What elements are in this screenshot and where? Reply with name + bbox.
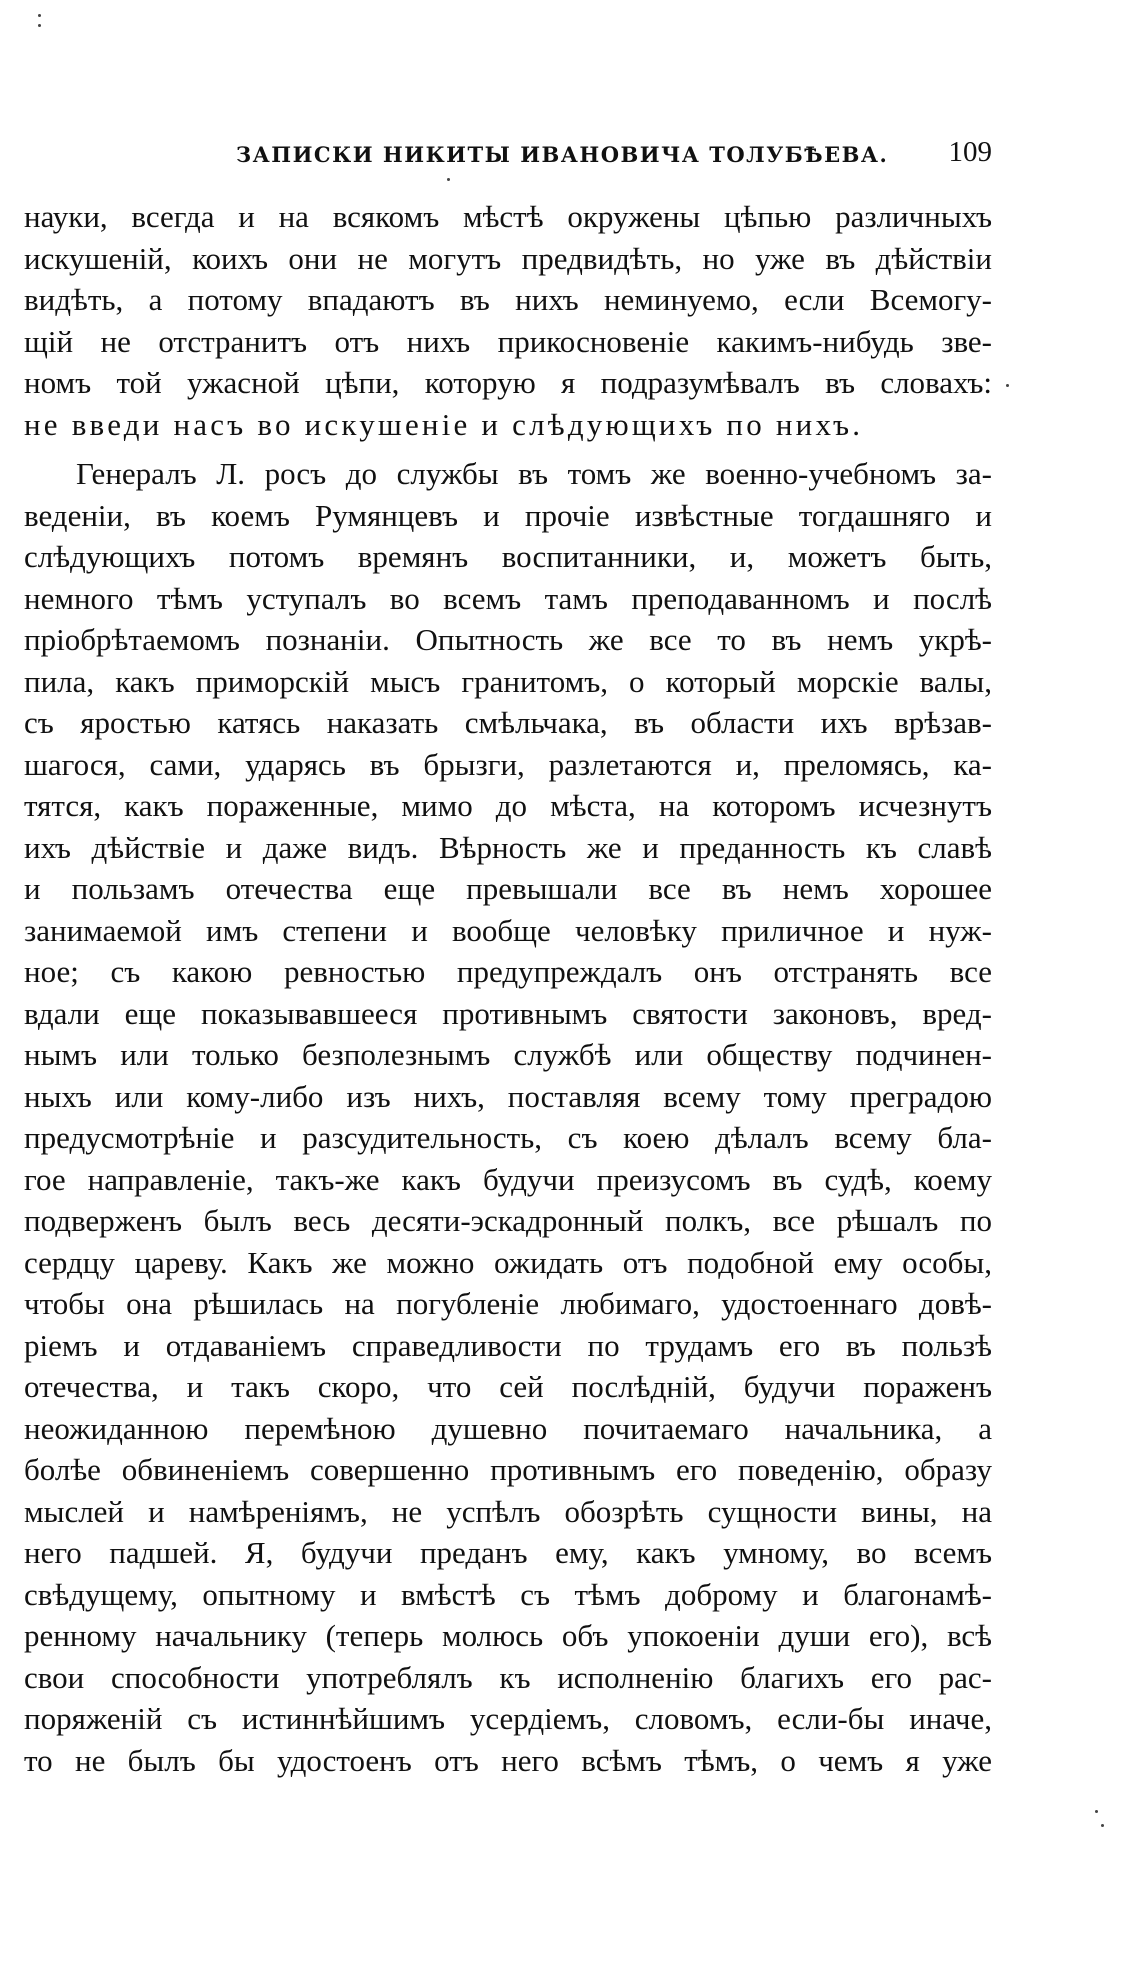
text-line: тятся, какъ пораженные, мимо до мѣста, на которомъ исчезнутъ <box>24 788 992 823</box>
text-line: немного тѣмъ уступалъ во всемъ тамъ преподаванномъ и послѣ <box>24 580 992 616</box>
scan-speck <box>38 14 41 17</box>
text-line: ренному начальнику (теперь молюсь объ упокоеніи души его), всѣ <box>24 1618 992 1653</box>
text-line: нымъ или только безполезнымъ службѣ или обществу подчинен- <box>24 1037 992 1072</box>
running-header <box>24 136 992 176</box>
paragraph-2 <box>24 453 992 1781</box>
text-line: науки, всегда и на всякомъ мѣстѣ окружены цѣпью различныхъ <box>24 199 992 234</box>
text-line: подверженъ былъ весь десяти-эскадронный полкъ, все рѣшалъ по <box>24 1203 992 1238</box>
text-line: слѣдующихъ потомъ времянъ воспитанники, и, можетъ быть, <box>24 539 992 574</box>
text-line: занимаемой имъ степени и вообще человѣку приличное и нуж- <box>24 912 992 948</box>
text-line: неожиданною перемѣною душевно почитаемаго начальника, а <box>24 1410 992 1446</box>
text-line: ихъ дѣйствіе и даже видъ. Вѣрность же и преданность къ славѣ <box>24 829 992 865</box>
text-line-emphasized: не введи насъ во искушеніе и слѣдующихъ по нихъ. <box>24 406 864 442</box>
text-line: поряженій съ истиннѣйшимъ усердіемъ, словомъ, если-бы иначе, <box>24 1701 992 1736</box>
text-line-indented: Генералъ Л. росъ до службы въ томъ же военно-учебномъ за- <box>76 456 992 491</box>
scan-speck <box>1006 384 1009 387</box>
text-line: пила, какъ приморскій мысъ гранитомъ, о который морскіе валы, <box>24 663 992 699</box>
text-line: щій не отстранитъ отъ нихъ прикосновеніе какимъ-нибудь зве- <box>24 323 992 359</box>
text-line: номъ той ужасной цѣпи, которую я подразумѣвалъ въ словахъ: <box>24 365 992 400</box>
text-line: чтобы она рѣшилась на погубленіе любимаго, удостоеннаго довѣ- <box>24 1286 992 1321</box>
text-line: ныхъ или кому-либо изъ нихъ, поставляя всему тому преградою <box>24 1078 992 1114</box>
text-line: и пользамъ отечества еще превышали все въ немъ хорошее <box>24 871 992 906</box>
text-line: искушеній, коихъ они не могутъ предвидѣть, но уже въ дѣйствіи <box>24 240 992 276</box>
text-line: шагося, сами, ударясь въ брызги, разлетаются и, преломясь, ка- <box>24 746 992 782</box>
page-number: 109 <box>948 136 992 168</box>
paragraph-gap <box>24 445 992 453</box>
text-line: мыслей и намѣреніямъ, не успѣлъ обозрѣть сущности вины, на <box>24 1493 992 1529</box>
text-line: видѣть, а потому впадаютъ въ нихъ неминуемо, если Всемогу- <box>24 282 992 317</box>
text-line: пріобрѣтаемомъ познаніи. Опытность же все то въ немъ укрѣ- <box>24 622 992 657</box>
text-line: болѣе обвиненіемъ совершенно противнымъ его поведенію, образу <box>24 1452 992 1487</box>
text-line: гое направленіе, такъ-же какъ будучи преизусомъ въ судѣ, коему <box>24 1161 992 1197</box>
scan-speck <box>1101 1824 1104 1827</box>
text-line: него падшей. Я, будучи преданъ ему, какъ умному, во всемъ <box>24 1535 992 1570</box>
text-line: вдали еще показывавшееся противнымъ святости законовъ, вред- <box>24 995 992 1031</box>
text-line: сердцу цареву. Какъ же можно ожидать отъ подобной ему особы, <box>24 1244 992 1280</box>
text-line: предусмотрѣніе и разсудительность, съ коею дѣлалъ всему бла- <box>24 1120 992 1155</box>
text-line: съ яростью катясь наказать смѣльчака, въ области ихъ врѣзав- <box>24 705 992 740</box>
scan-speck <box>447 178 450 181</box>
text-line: свои способности употреблялъ къ исполненію благихъ его рас- <box>24 1659 992 1695</box>
text-line: ное; съ какою ревностью предупреждалъ онъ отстранять все <box>24 954 992 989</box>
text-line: свѣдущему, опытному и вмѣстѣ съ тѣмъ доброму и благонамѣ- <box>24 1576 992 1612</box>
text-line: отечества, и такъ скоро, что сей послѣдній, будучи пораженъ <box>24 1369 992 1404</box>
text-line: веденіи, въ коемъ Румянцевъ и прочіе извѣстные тогдашняго и <box>24 497 992 533</box>
paragraph-1 <box>24 196 992 445</box>
scan-speck <box>1095 1810 1098 1813</box>
text-line: то не былъ бы удостоенъ отъ него всѣмъ тѣмъ, о чемъ я уже <box>24 1742 992 1778</box>
text-line: ріемъ и отдаваніемъ справедливости по трудамъ его въ пользѣ <box>24 1327 992 1363</box>
body-text <box>24 196 992 1781</box>
running-title: ЗАПИСКИ НИКИТЫ ИВАНОВИЧА ТОЛУБѢЕВА. <box>236 142 889 167</box>
scan-speck <box>38 24 41 27</box>
